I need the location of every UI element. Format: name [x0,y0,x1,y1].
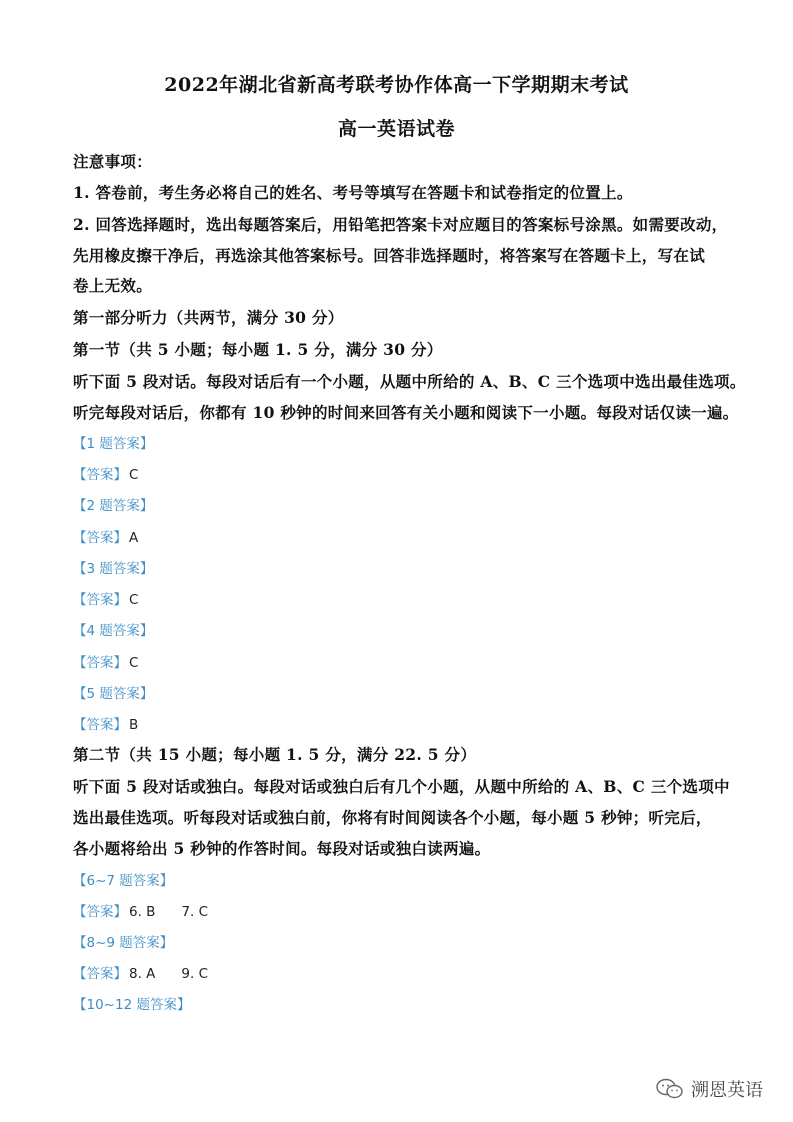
notice-item-2-line-2: 先用橡皮擦干净后，再选涂其他答案标号。回答非选择题时，将答案写在答题卡上，写在试 [73,246,706,265]
answer-tag: 【答案】 [73,655,127,671]
section1-instruction-line-2: 听完每段对话后，你都有 10 秒钟的时间来回答有关小题和阅读下一小题。每段对话仅读一遍。 [73,403,739,422]
answer-tag: 【答案】 [73,904,127,920]
section1-heading: 第一节（共 5 小题；每小题 1. 5 分，满分 30 分） [73,340,443,359]
answer-value: C [129,592,139,608]
section2-instruction-line-1: 听下面 5 段对话或独白。每段对话或独白后有几个小题，从题中所给的 A、B、C 三个选项中 [73,777,730,796]
answer-value: 6. B [129,904,156,920]
section2-instruction-line-3: 各小题将给出 5 秒钟的作答时间。每段对话或独白读两遍。 [73,839,491,858]
answer-label-1: 【1 题答案】 [73,436,154,452]
answer-label-4: 【4 题答案】 [73,623,154,639]
notice-item-2-line-1: 2. 回答选择题时，选出每题答案后，用铅笔把答案卡对应题目的答案标号涂黑。如需要改动， [73,215,728,234]
part1-heading: 第一部分听力（共两节，满分 30 分） [73,308,344,327]
section2-instruction-line-2: 选出最佳选项。听每段对话或独白前，你将有时间阅读各个小题，每小题 5 秒钟；听完后， [73,808,712,827]
answer-row-4 [73,651,138,671]
page-title: 2022年湖北省新高考联考协作体高一下学期期末考试 [164,74,629,96]
notice-item-1: 1. 答卷前，考生务必将自己的姓名、考号等填写在答题卡和试卷指定的位置上。 [73,183,633,202]
answer-row-5 [73,713,138,733]
answer-row-8-9 [73,962,208,982]
answer-label-2: 【2 题答案】 [73,498,154,514]
answer-row-6-7 [73,900,208,920]
section2-heading: 第二节（共 15 小题；每小题 1. 5 分，满分 22. 5 分） [73,745,477,764]
answer-tag: 【答案】 [73,966,127,982]
page-subtitle: 高一英语试卷 [337,118,455,140]
answer-label-10-12: 【10~12 题答案】 [73,997,191,1013]
notice-heading: 注意事项： [73,152,153,171]
answer-value: C [129,467,139,483]
section1-instruction-line-1: 听下面 5 段对话。每段对话后有一个小题，从题中所给的 A、B、C 三个选项中选出最佳选项。 [73,372,746,391]
answer-label-6-7: 【6~7 题答案】 [73,873,174,889]
answer-value: B [129,717,139,733]
wechat-icon [655,1078,685,1100]
answer-value-2: 9. C [181,966,209,982]
answer-tag: 【答案】 [73,592,127,608]
answer-tag: 【答案】 [73,467,127,483]
answer-tag: 【答案】 [73,530,127,546]
answer-row-2 [73,526,138,546]
answer-row-1 [73,463,138,483]
notice-item-2-line-3: 卷上无效。 [73,276,153,295]
answer-value: 8. A [129,966,156,982]
answer-label-3: 【3 题答案】 [73,561,154,577]
watermark [655,1076,763,1102]
watermark-text: 溯恩英语 [691,1080,763,1101]
answer-row-3 [73,588,138,608]
answer-value: C [129,655,139,671]
answer-label-5: 【5 题答案】 [73,686,154,702]
answer-value-2: 7. C [181,904,209,920]
answer-value: A [129,530,139,546]
answer-label-8-9: 【8~9 题答案】 [73,935,174,951]
answer-tag: 【答案】 [73,717,127,733]
